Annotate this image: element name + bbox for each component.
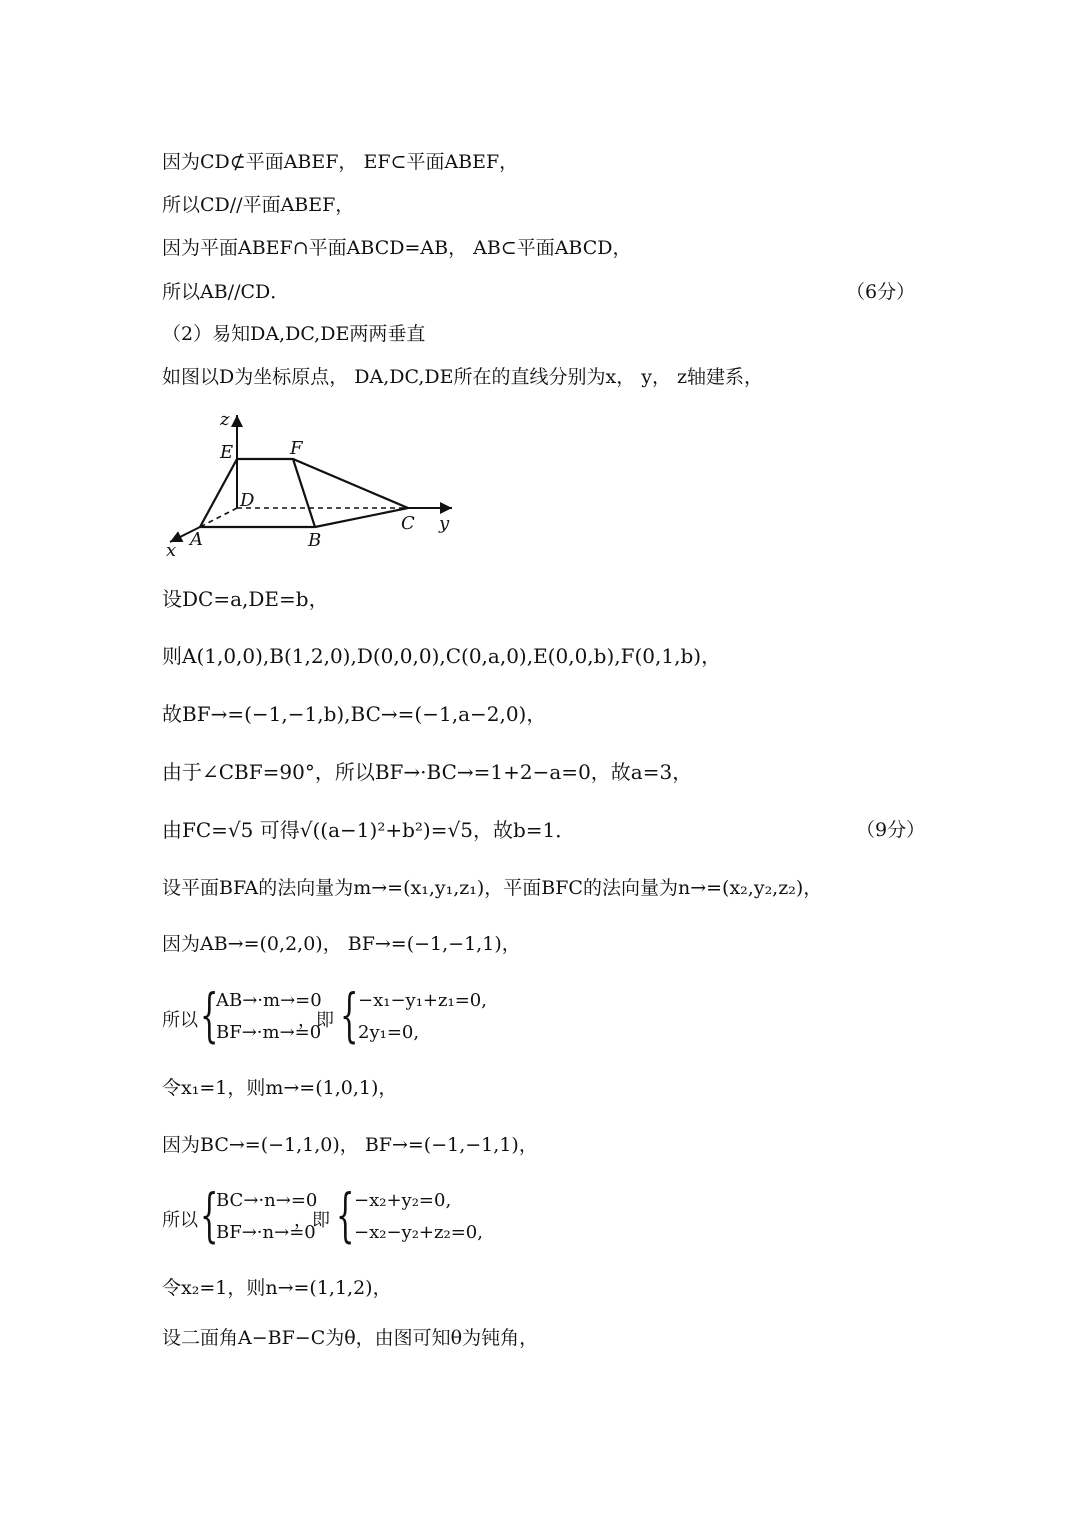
angle-cbf-condition: 由于∠CBF=90°，所以BF→·BC→=1+2−a=0，故a=3， xyxy=(162,760,693,784)
system1-right-row-2: 2y₁=0, xyxy=(358,1022,420,1043)
label-c: C xyxy=(401,513,415,534)
label-d: D xyxy=(240,490,255,511)
proof-line-4: 所以AB//CD． xyxy=(162,281,290,303)
normal-vectors-setup: 设平面BFA的法向量为m→=(x₁,y₁,z₁)，平面BFC的法向量为n→=(x₂,y₂,z₂)， xyxy=(162,877,823,899)
point-coordinates: 则A(1,0,0),B(1,2,0),D(0,0,0),C(0,a,0),E(0,0,b),F(0,1,b)， xyxy=(162,644,722,668)
proof-line-3: 因为平面ABEF∩平面ABCD=AB， AB⊂平面ABCD， xyxy=(162,237,632,259)
set-dc-de: 设DC=a,DE=b， xyxy=(162,587,329,611)
label-e: E xyxy=(220,442,234,463)
system1-left-row-1: AB→·m→=0 xyxy=(216,990,322,1011)
system2-right-row-2: −x₂−y₂+z₂=0, xyxy=(354,1222,483,1243)
vectors-ab-bf: 因为AB→=(0,2,0)， BF→=(−1,−1,1)， xyxy=(162,933,521,955)
system2-left-row-2: BF→·n→=0 xyxy=(216,1222,316,1243)
label-f: F xyxy=(290,438,303,459)
label-y: y xyxy=(439,513,450,534)
edge-bc xyxy=(315,508,408,527)
set-x2: 令x₂=1，则n→=(1,1,2)， xyxy=(162,1277,392,1299)
equation-system-2 xyxy=(162,1181,502,1249)
fc-condition: 由FC=√5 可得√((a−1)²+b²)=√5，故b=1． xyxy=(162,818,576,842)
right-brace-2: { xyxy=(336,1181,355,1249)
dihedral-angle: 设二面角A−BF−C为θ，由图可知θ为钝角， xyxy=(162,1327,539,1349)
edge-fb xyxy=(293,459,315,527)
score-9: （9分） xyxy=(856,819,926,841)
vectors-bc-bf: 因为BC→=(−1,1,0)， BF→=(−1,−1,1)， xyxy=(162,1134,538,1156)
left-brace-2: { xyxy=(200,1181,219,1249)
proof-line-2: 所以CD//平面ABEF， xyxy=(162,194,355,216)
system1-label: 所以 xyxy=(162,1010,198,1031)
equation-system-1 xyxy=(162,981,502,1049)
system2-left-row-1: BC→·n→=0 xyxy=(216,1190,318,1211)
system2-right-row-1: −x₂+y₂=0, xyxy=(354,1190,452,1211)
system1-right-row-1: −x₁−y₁+z₁=0, xyxy=(358,990,487,1011)
system2-label: 所以 xyxy=(162,1210,198,1231)
system1-mid: ，即 xyxy=(298,1010,334,1031)
system2-mid: ，即 xyxy=(294,1210,330,1231)
set-x1: 令x₁=1，则m→=(1,0,1)， xyxy=(162,1077,398,1099)
label-b: B xyxy=(308,530,322,551)
coordinate-figure xyxy=(160,405,470,560)
part2-intro: （2）易知DA,DC,DE两两垂直 xyxy=(162,323,426,345)
proof-line-1: 因为CD⊄平面ABEF， EF⊂平面ABEF， xyxy=(162,151,519,173)
vectors-bf-bc: 故BF→=(−1,−1,b),BC→=(−1,a−2,0)， xyxy=(162,702,547,726)
label-z: z xyxy=(220,409,230,430)
system1-left-row-2: BF→·m→=0 xyxy=(216,1022,322,1043)
left-brace-1: { xyxy=(200,981,219,1049)
right-brace-1: { xyxy=(340,981,359,1049)
coordinate-setup: 如图以D为坐标原点， DA,DC,DE所在的直线分别为x， y， z轴建系， xyxy=(162,366,764,388)
label-a: A xyxy=(190,529,203,550)
label-x: x xyxy=(166,540,177,560)
score-6: （6分） xyxy=(846,281,916,303)
